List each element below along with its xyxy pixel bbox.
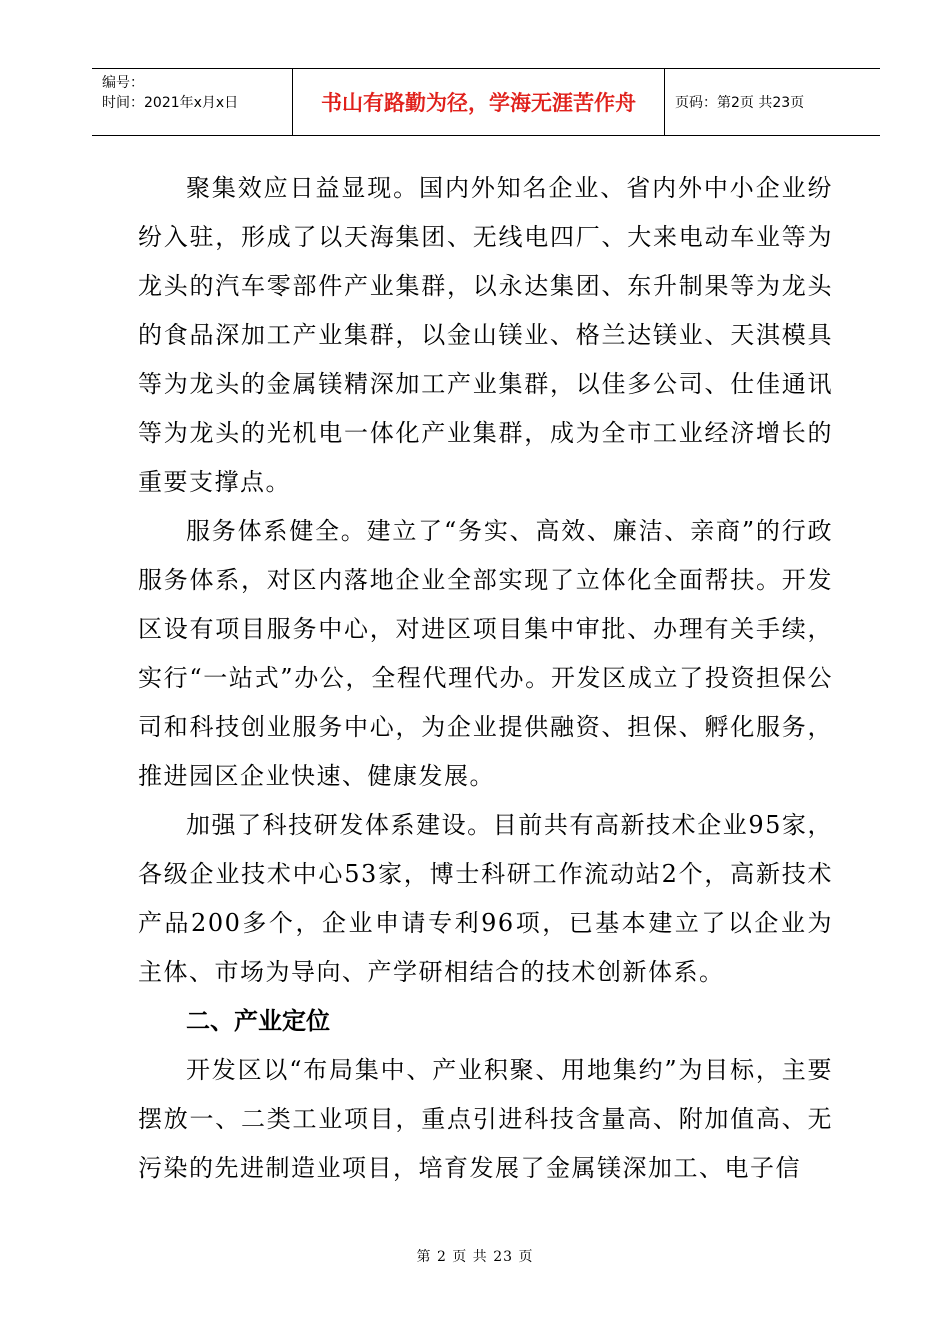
header-page-code: 页码：第2页 共23页 bbox=[675, 95, 805, 111]
header-meta bbox=[92, 69, 293, 135]
paragraph-cluster-effect: 聚集效应日益显现。国内外知名企业、省内外中小企业纷纷入驻，形成了以天海集团、无线电四厂、大来电动车业等为龙头的汽车零部件产业集群，以永达集团、东升制果等为龙头的食品深加工产业集群，以金山镁业、格兰达镁业、天淇模具等为龙头的金属镁精深加工产业集群，以佳多公司、仕佳通讯等为龙头的光机电一体化产业集群，成为全市工业经济增长的重要支撑点。 bbox=[138, 174, 833, 496]
document-body bbox=[138, 164, 833, 1193]
page-header bbox=[92, 68, 880, 136]
paragraph-tech-rd: 加强了科技研发体系建设。目前共有高新技术企业95家，各级企业技术中心53家，博士科研工作流动站2个，高新技术产品200多个，企业申请专利96项，已基本建立了以企业为主体、市场为导向、产学研相结合的技术创新体系。 bbox=[138, 811, 833, 986]
time-label: 时间：2021年x月x日 bbox=[102, 95, 239, 111]
page-footer: 第 2 页 共 23 页 bbox=[416, 1249, 534, 1265]
paragraph-industry-positioning: 开发区以“布局集中、产业积聚、用地集约”为目标，主要摆放一、二类工业项目，重点引进科技含量高、附加值高、无污染的先进制造业项目，培育发展了金属镁深加工、电子信 bbox=[138, 1056, 833, 1182]
section-heading: 二、产业定位 bbox=[186, 1007, 330, 1035]
paragraph-service-system: 服务体系健全。建立了“务实、高效、廉洁、亲商”的行政服务体系，对区内落地企业全部实现了立体化全面帮扶。开发区设有项目服务中心，对进区项目集中审批、办理有关手续，实行“一站式”办公，全程代理代办。开发区成立了投资担保公司和科技创业服务中心，为企业提供融资、担保、孵化服务，推进园区企业快速、健康发展。 bbox=[138, 517, 833, 790]
serial-number-label: 编号： bbox=[102, 75, 144, 91]
header-motto: 书山有路勤为径，学海无涯苦作舟 bbox=[293, 69, 665, 135]
